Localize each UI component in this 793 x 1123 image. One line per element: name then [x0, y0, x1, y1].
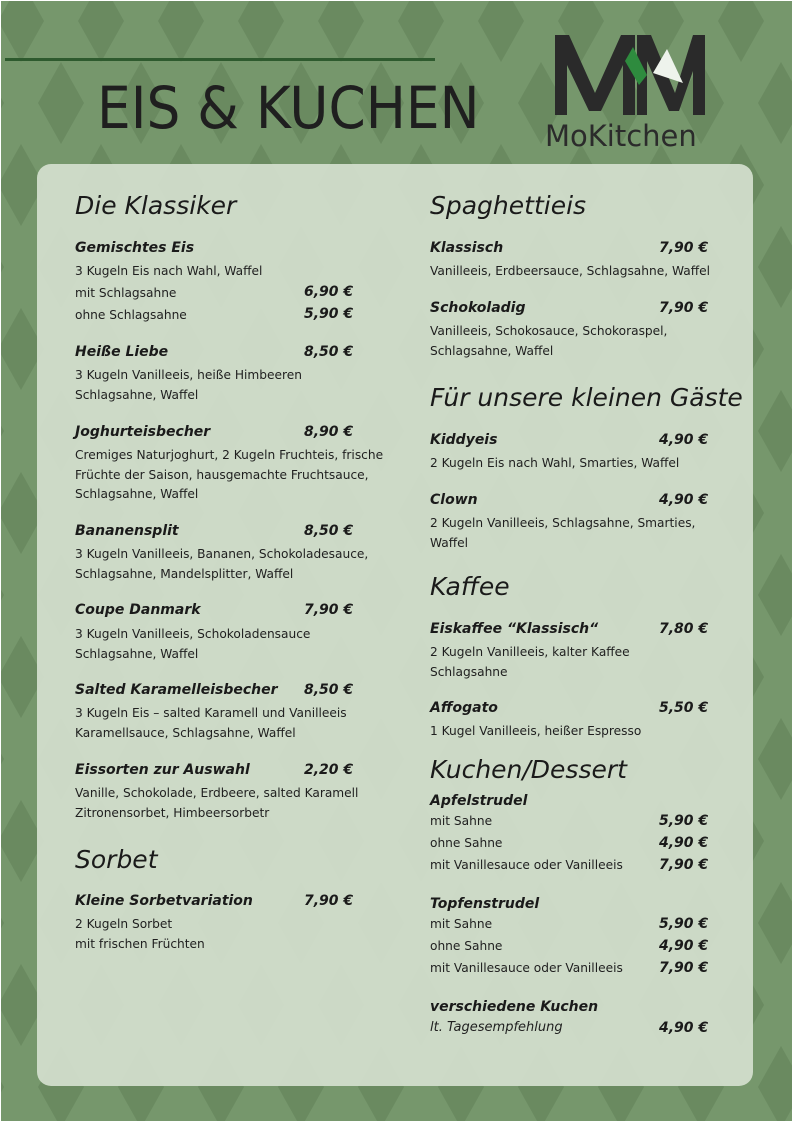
item-option: ohne Schlagsahne [75, 308, 187, 322]
diamond-shape [1, 882, 4, 964]
item-description: Schlagsahne, Waffel [75, 388, 199, 402]
diamond-shape [478, 1, 524, 62]
diamond-shape [1, 1, 44, 62]
item-price: 7,90 € [304, 602, 354, 618]
item-description: 3 Kugeln Eis – salted Karamell und Vanilleeis [75, 706, 347, 720]
logo-mark-icon [555, 31, 707, 115]
item-description: 2 Kugeln Eis nach Wahl, Smarties, Waffel [430, 456, 680, 470]
item-price: 5,90 € [659, 916, 709, 932]
item-name: Apfelstrudel [430, 793, 528, 809]
diamond-shape [238, 1, 284, 62]
diamond-shape [758, 882, 792, 964]
section-heading-kuchen: Kuchen/Dessert [430, 755, 627, 784]
item-option: ohne Sahne [430, 939, 503, 953]
item-price: 5,50 € [659, 700, 709, 716]
diamond-shape [1, 62, 4, 144]
item-description: Schlagsahne, Waffel [75, 647, 199, 661]
item-name: Topfenstrudel [430, 896, 540, 912]
item-name: Joghurteisbecher [75, 424, 211, 440]
item-description: Karamellsauce, Schlagsahne, Waffel [75, 726, 296, 740]
item-description: 2 Kugeln Sorbet [75, 917, 173, 931]
diamond-shape [1, 554, 4, 636]
diamond-shape [758, 554, 792, 636]
item-price: 5,90 € [304, 306, 354, 322]
diamond-shape [398, 1, 444, 62]
item-price: 2,20 € [304, 762, 354, 778]
logo-text-mo: Mo [545, 119, 588, 153]
item-price: 4,90 € [659, 835, 709, 851]
item-name: Affogato [430, 700, 498, 716]
item-option: mit Sahne [430, 814, 493, 828]
diamond-shape [758, 226, 792, 308]
item-description: mit frischen Früchten [75, 937, 205, 951]
diamond-shape [1, 718, 4, 800]
item-description: Cremiges Naturjoghurt, 2 Kugeln Fruchteis, frische [75, 448, 384, 462]
item-price: 4,90 € [659, 938, 709, 954]
item-price: 8,50 € [304, 344, 354, 360]
diamond-shape [38, 62, 84, 144]
item-price: 8,50 € [304, 523, 354, 539]
item-option: mit Vanillesauce oder Vanilleeis [430, 961, 623, 975]
item-price: 5,90 € [659, 813, 709, 829]
diamond-shape [758, 1046, 792, 1121]
item-option: ohne Sahne [430, 836, 503, 850]
item-description: 1 Kugel Vanilleeis, heißer Espresso [430, 724, 642, 738]
item-description: Vanilleeis, Schokosauce, Schokoraspel, [430, 324, 668, 338]
logo-text-kitchen: Kitchen [587, 119, 697, 153]
section-heading-klassiker: Die Klassiker [75, 191, 237, 220]
diamond-shape [1, 390, 4, 472]
item-description: 3 Kugeln Vanilleeis, Schokoladensauce [75, 627, 311, 641]
page-title: EIS & KUCHEN [97, 74, 480, 142]
item-description: Schlagsahne, Mandelsplitter, Waffel [75, 567, 294, 581]
item-name: Kiddyeis [430, 432, 498, 448]
item-name: Heiße Liebe [75, 344, 169, 360]
item-price: 4,90 € [659, 432, 709, 448]
item-name: Clown [430, 492, 478, 508]
section-heading-spaghettieis: Spaghettieis [430, 191, 587, 220]
section-heading-sorbet: Sorbet [75, 845, 158, 874]
item-description: 3 Kugeln Vanilleeis, heiße Himbeeren [75, 368, 302, 382]
item-option: mit Sahne [430, 917, 493, 931]
item-price: 7,90 € [659, 300, 709, 316]
item-name: Eissorten zur Auswahl [75, 762, 250, 778]
item-description: Vanille, Schokolade, Erdbeere, salted Karamell [75, 786, 359, 800]
item-name: Gemischtes Eis [75, 240, 195, 256]
section-heading-kinder: Für unsere kleinen Gäste [430, 383, 743, 412]
item-description: Vanilleeis, Erdbeersauce, Schlagsahne, Waffel [430, 264, 710, 278]
diamond-shape [758, 718, 792, 800]
mokitchen-logo [541, 31, 719, 151]
item-description: 3 Kugeln Eis nach Wahl, Waffel [75, 264, 263, 278]
menu-page [1, 1, 792, 1121]
header-rule [5, 58, 435, 61]
item-option: mit Schlagsahne [75, 286, 177, 300]
diamond-shape [1, 226, 4, 308]
item-name: Schokoladig [430, 300, 526, 316]
item-name: Klassisch [430, 240, 504, 256]
item-price: 6,90 € [304, 284, 354, 300]
item-price: 8,90 € [304, 424, 354, 440]
item-description: Schlagsahne, Waffel [430, 344, 554, 358]
item-name: Eiskaffee “Klassisch“ [430, 621, 599, 637]
item-price: 8,50 € [304, 682, 354, 698]
diamond-shape [158, 1, 204, 62]
diamond-shape [1, 1046, 4, 1121]
item-description: Waffel [430, 536, 469, 550]
item-description: 3 Kugeln Vanilleeis, Bananen, Schokoladesauce, [75, 547, 369, 561]
item-description: 2 Kugeln Vanilleeis, Schlagsahne, Smarties, [430, 516, 696, 530]
logo-wordmark [545, 119, 697, 153]
diamond-shape [758, 390, 792, 472]
item-description: Früchte der Saison, hausgemachte Fruchtsauce, [75, 468, 369, 482]
diamond-shape [318, 1, 364, 62]
item-name: Coupe Danmark [75, 602, 201, 618]
item-price: 4,90 € [659, 492, 709, 508]
item-price: 4,90 € [659, 1020, 709, 1036]
item-name: Kleine Sorbetvariation [75, 893, 253, 909]
diamond-shape [758, 62, 792, 144]
item-name: Bananensplit [75, 523, 179, 539]
menu-panel [37, 164, 753, 1086]
diamond-shape [78, 1, 124, 62]
item-description: Schlagsahne [430, 665, 508, 679]
item-name: verschiedene Kuchen [430, 999, 599, 1015]
item-price: 7,90 € [659, 960, 709, 976]
section-heading-kaffee: Kaffee [430, 572, 510, 601]
item-note: lt. Tagesempfehlung [430, 1020, 563, 1035]
diamond-shape [718, 1, 764, 62]
item-price: 7,80 € [659, 621, 709, 637]
item-description: Zitronensorbet, Himbeersorbetr [75, 806, 270, 820]
item-name: Salted Karamelleisbecher [75, 682, 278, 698]
item-option: mit Vanillesauce oder Vanilleeis [430, 858, 623, 872]
item-price: 7,90 € [304, 893, 354, 909]
item-description: Schlagsahne, Waffel [75, 487, 199, 501]
item-price: 7,90 € [659, 857, 709, 873]
item-description: 2 Kugeln Vanilleeis, kalter Kaffee [430, 645, 630, 659]
item-price: 7,90 € [659, 240, 709, 256]
